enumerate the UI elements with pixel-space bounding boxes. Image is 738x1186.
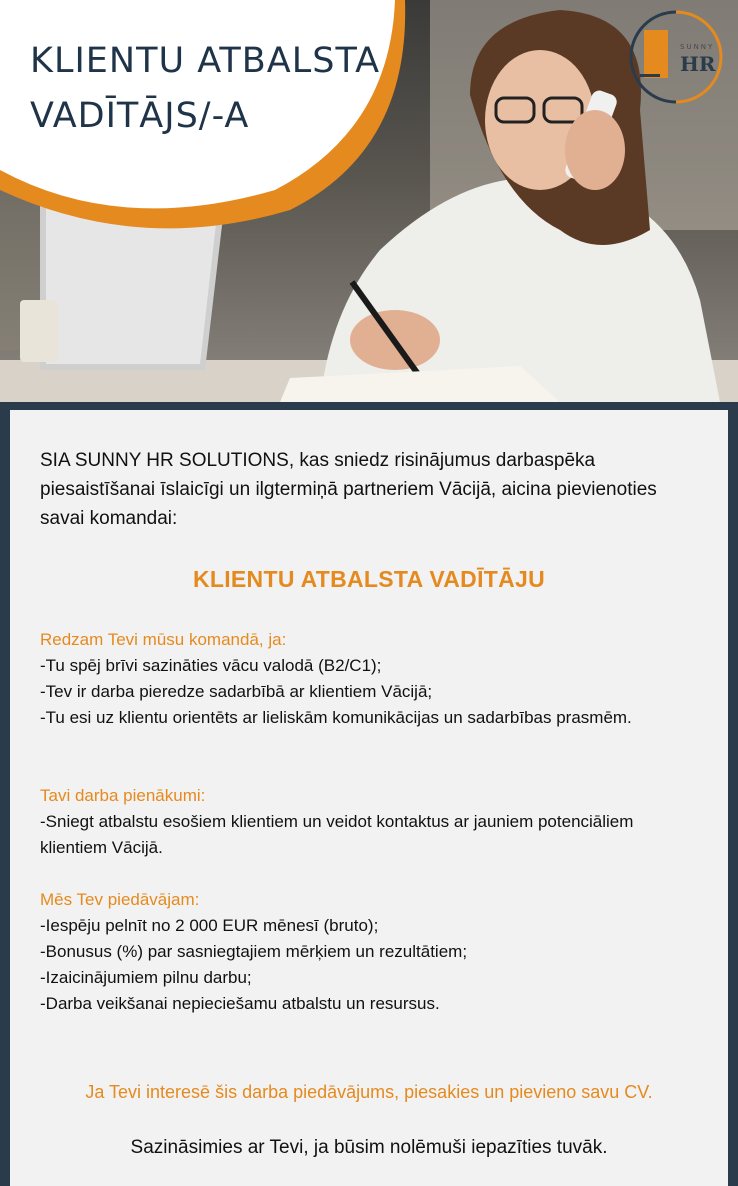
requirement-item: -Tu esi uz klientu orientēts ar lieliskām komunikācijas un sadarbības prasmēm. [40, 708, 632, 727]
job-description-card [10, 410, 728, 1186]
offer-item: -Izaicinājumiem pilnu darbu; [40, 968, 252, 987]
requirement-item: -Tev ir darba pieredze sadarbībā ar klientiem Vācijā; [40, 682, 433, 701]
intro-text: SIA SUNNY HR SOLUTIONS, kas sniedz risinājumus darbaspēka piesaistīšanai īslaicīgi un ilgtermiņā partneriem Vācijā, aicina pievienoties savai komandai: [40, 450, 657, 529]
requirements-section [40, 627, 700, 731]
duties-section [40, 783, 700, 861]
offer-heading: Mēs Tev piedāvājam: [40, 890, 200, 909]
requirements-heading: Redzam Tevi mūsu komandā, ja: [40, 630, 287, 649]
duty-item: -Sniegt atbalstu esošiem klientiem un veidot kontaktus ar jauniem potenciāliem klientiem Vācijā. [40, 812, 634, 857]
contact-note: Sazināsimies ar Tevi, ja būsim nolēmuši iepazīties tuvāk. [130, 1137, 608, 1158]
role-heading: KLIENTU ATBALSTA VADĪTĀJU [192, 566, 546, 592]
page-title [30, 34, 380, 144]
logo-top-text: SUNNY [680, 43, 715, 51]
apply-call-to-action: Ja Tevi interesē šis darba piedāvājums, piesakies un pievieno savu CV. [85, 1082, 653, 1102]
offer-item: -Darba veikšanai nepieciešamu atbalstu un resursus. [40, 994, 440, 1013]
duties-heading: Tavi darba pienākumi: [40, 786, 206, 805]
offer-item: -Iespēju pelnīt no 2 000 EUR mēnesī (bruto); [40, 916, 379, 935]
title-line-2: VADĪTĀJS/-A [30, 96, 250, 136]
cup [20, 300, 58, 362]
offer-item: -Bonusus (%) par sasniegtajiem mērķiem un rezultātiem; [40, 942, 468, 961]
logo-main-text: HR [680, 52, 716, 76]
offer-section [40, 887, 700, 1017]
requirement-item: -Tu spēj brīvi sazināties vācu valodā (B2/C1); [40, 656, 382, 675]
title-line-1: KLIENTU ATBALSTA [30, 41, 381, 81]
